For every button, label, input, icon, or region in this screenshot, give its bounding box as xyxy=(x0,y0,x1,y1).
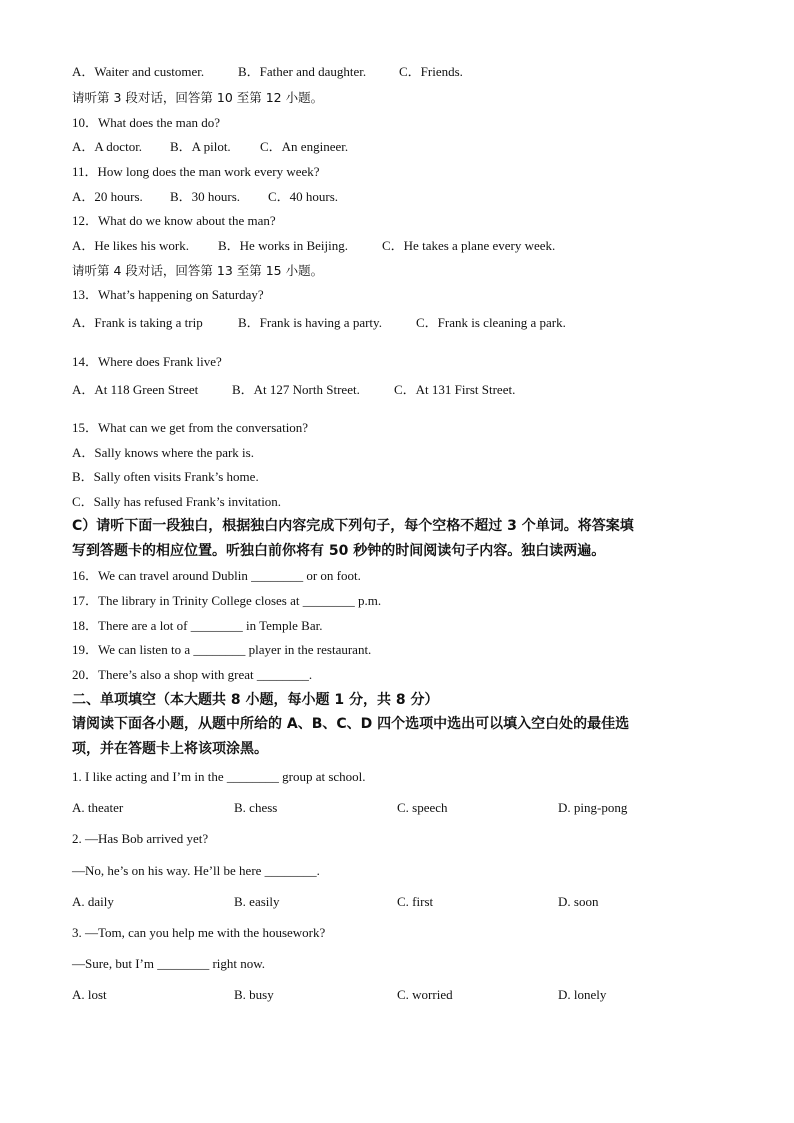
q1-option-d: D. ping-pong xyxy=(558,800,628,815)
part2-instruction-line1: 请阅读下面各小题，从题中所给的 A、B、C、D 四个选项中选出可以填入空白处的最佳选 xyxy=(72,716,630,732)
q11-option-c: C．40 hours. xyxy=(268,189,339,204)
q12-option-b: B．He works in Beijing. xyxy=(218,238,348,253)
part2-question-1: 1. I like acting and I’m in the ________ group at school. xyxy=(72,769,366,784)
q1-option-a: A. theater xyxy=(72,800,124,815)
section-c-instruction-line1: C）请听下面一段独白，根据独白内容完成下列句子，每个空格不超过 3 个单词。将答案填 xyxy=(72,518,634,534)
q9-option-a: A．Waiter and customer. xyxy=(72,64,205,79)
q15-option-a: A．Sally knows where the park is. xyxy=(72,445,254,460)
q2-option-c: C. first xyxy=(397,894,434,909)
q3-option-c: C. worried xyxy=(397,987,453,1002)
sentence-18: 18．There are a lot of ________ in Temple Bar. xyxy=(72,618,323,633)
part2-heading: 二、单项填空（本大题共 8 小题，每小题 1 分，共 8 分） xyxy=(72,692,439,708)
part2-question-2-reply: —No, he’s on his way. He’ll be here ________. xyxy=(72,863,320,878)
part2-instruction-line2: 项，并在答题卡上将该项涂黑。 xyxy=(72,741,268,757)
question-14: 14．Where does Frank live? xyxy=(72,354,222,369)
sentence-19: 19．We can listen to a ________ player in the restaurant. xyxy=(72,642,372,657)
question-13: 13．What’s happening on Saturday? xyxy=(72,287,264,302)
instruction-conversation-4: 请听第 4 段对话，回答第 13 至第 15 小题。 xyxy=(72,263,324,278)
q14-option-b: B．At 127 North Street. xyxy=(232,382,360,397)
q2-option-d: D. soon xyxy=(558,894,599,909)
sentence-17: 17．The library in Trinity College closes at ________ p.m. xyxy=(72,593,382,608)
q3-option-b: B. busy xyxy=(234,987,274,1002)
q14-option-c: C．At 131 First Street. xyxy=(394,382,516,397)
q2-option-b: B. easily xyxy=(234,894,280,909)
q2-option-a: A. daily xyxy=(72,894,114,909)
q12-option-a: A．He likes his work. xyxy=(72,238,189,253)
q11-option-a: A．20 hours. xyxy=(72,189,143,204)
q3-option-a: A. lost xyxy=(72,987,107,1002)
q10-option-c: C．An engineer. xyxy=(260,139,349,154)
part2-question-2-prompt: 2. —Has Bob arrived yet? xyxy=(72,831,209,846)
sentence-20: 20．There’s also a shop with great ________. xyxy=(72,667,313,682)
q14-option-a: A．At 118 Green Street xyxy=(72,382,199,397)
sentence-16: 16．We can travel around Dublin ________ or on foot. xyxy=(72,568,361,583)
q15-option-b: B．Sally often visits Frank’s home. xyxy=(72,469,259,484)
q15-option-c: C．Sally has refused Frank’s invitation. xyxy=(72,494,282,509)
q13-option-a: A．Frank is taking a trip xyxy=(72,315,203,330)
q1-option-b: B. chess xyxy=(234,800,278,815)
question-11: 11．How long does the man work every week? xyxy=(72,164,320,179)
q11-option-b: B．30 hours. xyxy=(170,189,241,204)
part2-question-3-prompt: 3. —Tom, can you help me with the housework? xyxy=(72,925,326,940)
q1-option-c: C. speech xyxy=(397,800,448,815)
instruction-conversation-3: 请听第 3 段对话，回答第 10 至第 12 小题。 xyxy=(72,90,324,105)
q13-option-b: B．Frank is having a party. xyxy=(238,315,382,330)
q3-option-d: D. lonely xyxy=(558,987,607,1002)
q9-option-b: B．Father and daughter. xyxy=(238,64,367,79)
question-12: 12．What do we know about the man? xyxy=(72,213,276,228)
q12-option-c: C．He takes a plane every week. xyxy=(382,238,556,253)
part2-question-3-reply: —Sure, but I’m ________ right now. xyxy=(72,956,266,971)
section-c-instruction-line2: 写到答题卡的相应位置。听独白前你将有 50 秒钟的时间阅读句子内容。独白读两遍。 xyxy=(72,543,606,559)
question-15: 15．What can we get from the conversation? xyxy=(72,420,309,435)
q10-option-a: A．A doctor. xyxy=(72,139,143,154)
question-10: 10．What does the man do? xyxy=(72,115,221,130)
q13-option-c: C．Frank is cleaning a park. xyxy=(416,315,566,330)
q9-option-c: C．Friends. xyxy=(399,64,463,79)
q10-option-b: B．A pilot. xyxy=(170,139,231,154)
